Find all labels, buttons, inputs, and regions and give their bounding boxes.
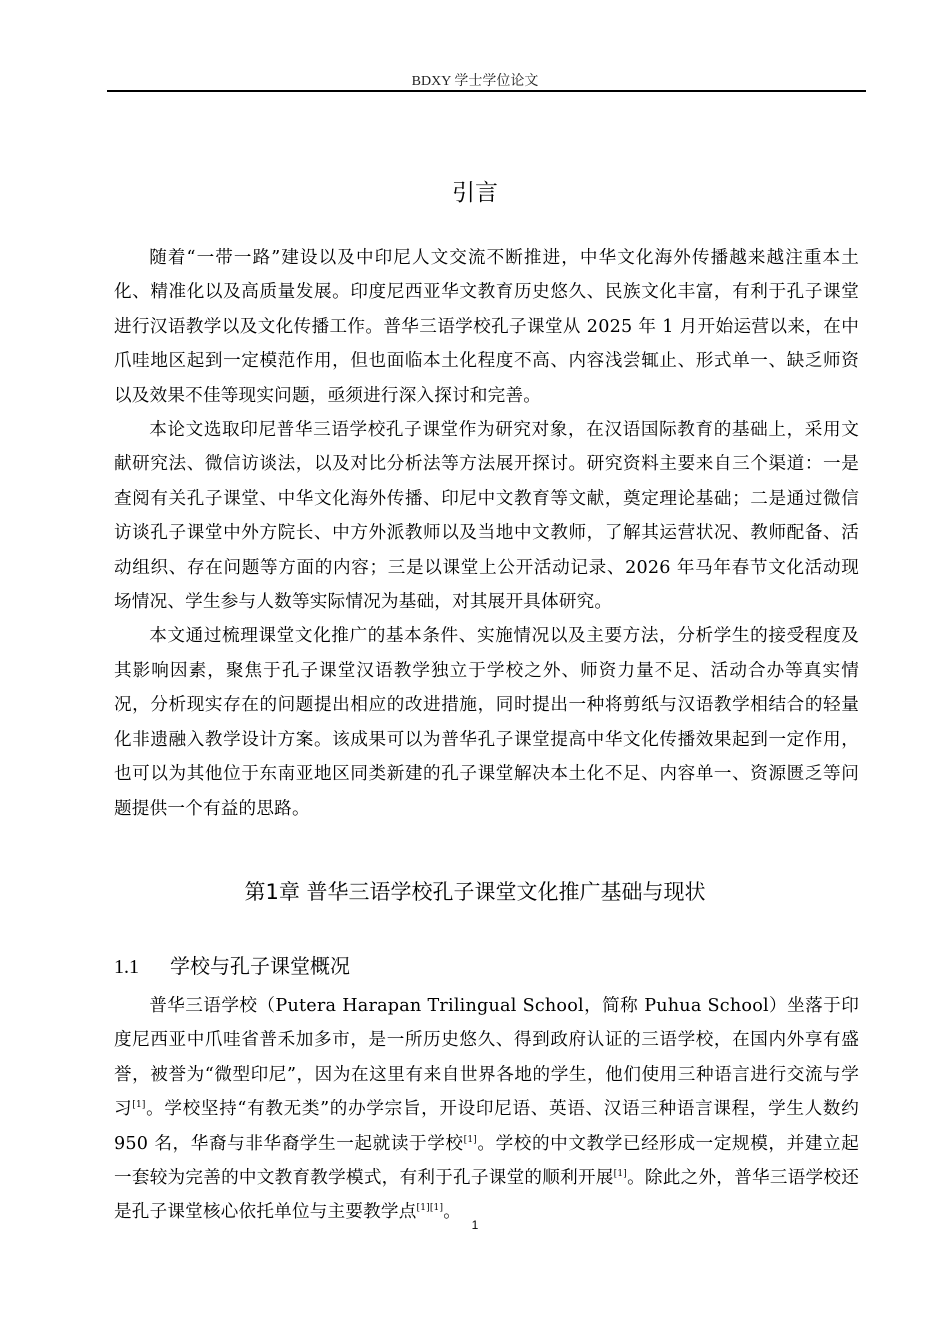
intro-paragraph-2: 本论文选取印尼普华三语学校孔子课堂作为研究对象，在汉语国际教育的基础上，采用文献研究法、微信访谈法，以及对比分析法等方法展开探讨。研究资料主要来自三个渠道：一是查阅有关孔子课堂、中华文化海外传播、印尼中文教育等文献，奠定理论基础；二是通过微信访谈孔子课堂中外方院长、中方外派教师以及当地中文教师，了解其运营状况、教师配备、活动组织、存在问题等方面的内容；三是以课堂上公开活动记录、2026 年马年春节文化活动现场情况、学生参与人数等实际情况为基础，对其展开具体研究。	[114, 420, 859, 613]
intro-paragraph-1: 随着“一带一路”建设以及中印尼人文交流不断推进，中华文化海外传播越来越注重本土化、精准化以及高质量发展。印度尼西亚华文教育历史悠久、民族文化丰富，有利于孔子课堂进行汉语教学以及文化传播工作。普华三语学校孔子课堂从 2025 年 1 月开始运营以来，在中爪哇地区起到一定模范作用，但也面临本土化程度不高、内容浅尝辄止、形式单一、缺乏师资以及效果不佳等现实问题，亟须进行深入探讨和完善。	[114, 248, 859, 406]
text-segment: 。学校的中文教学已经形成一定规模，并建立起一套较为完善的中文教育教学模式，有利于孔子课堂的顺利开展	[114, 1133, 859, 1189]
text-segment: 。除此之外，普华三语学校还是孔子课堂核心依托单位与主要教学点	[114, 1168, 859, 1223]
section-number: 1.1	[114, 956, 139, 978]
intro-body	[114, 241, 859, 826]
header-rule	[107, 90, 866, 92]
chapter-title: 第1章 普华三语学校孔子课堂文化推广基础与现状	[244, 880, 706, 904]
section-paragraph	[114, 989, 859, 1230]
intro-paragraph-3: 本文通过梳理课堂文化推广的基本条件、实施情况以及主要方法，分析学生的接受程度及其影响因素，聚焦于孔子课堂汉语教学独立于学校之外、师资力量不足、活动合办等真实情况，分析现实存在的问题提出相应的改进措施，同时提出一种将剪纸与汉语教学相结合的轻量化非遗融入教学设计方案。该成果可以为普华孔子课堂提高中华文化传播效果起到一定作用，也可以为其他位于东南亚地区同类新建的孔子课堂解决本土化不足、内容单一、资源匮乏等问题提供一个有益的思路。	[114, 626, 859, 819]
running-header: BDXY 学士学位论文	[411, 74, 539, 89]
section-heading	[114, 950, 350, 979]
citation-marker[interactable]: [1]	[613, 1169, 628, 1180]
intro-title: 引言	[452, 180, 498, 206]
section-title: 学校与孔子课堂概况	[170, 954, 350, 978]
text-segment: 。学校坚持“有教无类”的办学宗旨，开设印尼语、英语、汉语三种语言课程，学生人数约 950 名，华裔与非华裔学生一起就读于学校	[114, 1099, 859, 1154]
text-segment: 。	[443, 1202, 461, 1223]
citation-marker[interactable]: [1]	[132, 1100, 146, 1111]
citation-marker[interactable]: [1][1]	[416, 1203, 444, 1214]
citation-marker[interactable]: [1]	[463, 1134, 477, 1145]
section-body	[114, 989, 859, 1230]
text-segment: 普华三语学校（Putera Harapan Trilingual School，简称 Puhua School）坐落于印度尼西亚中爪哇省普禾加多市，是一所历史悠久、得到政府认证的三语学校，在国内外享有盛誉，被誉为“微型印尼”，因为在这里有来自世界各地的学生，他们使用三种语言进行交流与学习	[114, 996, 859, 1120]
page-number: 1	[471, 1218, 479, 1232]
